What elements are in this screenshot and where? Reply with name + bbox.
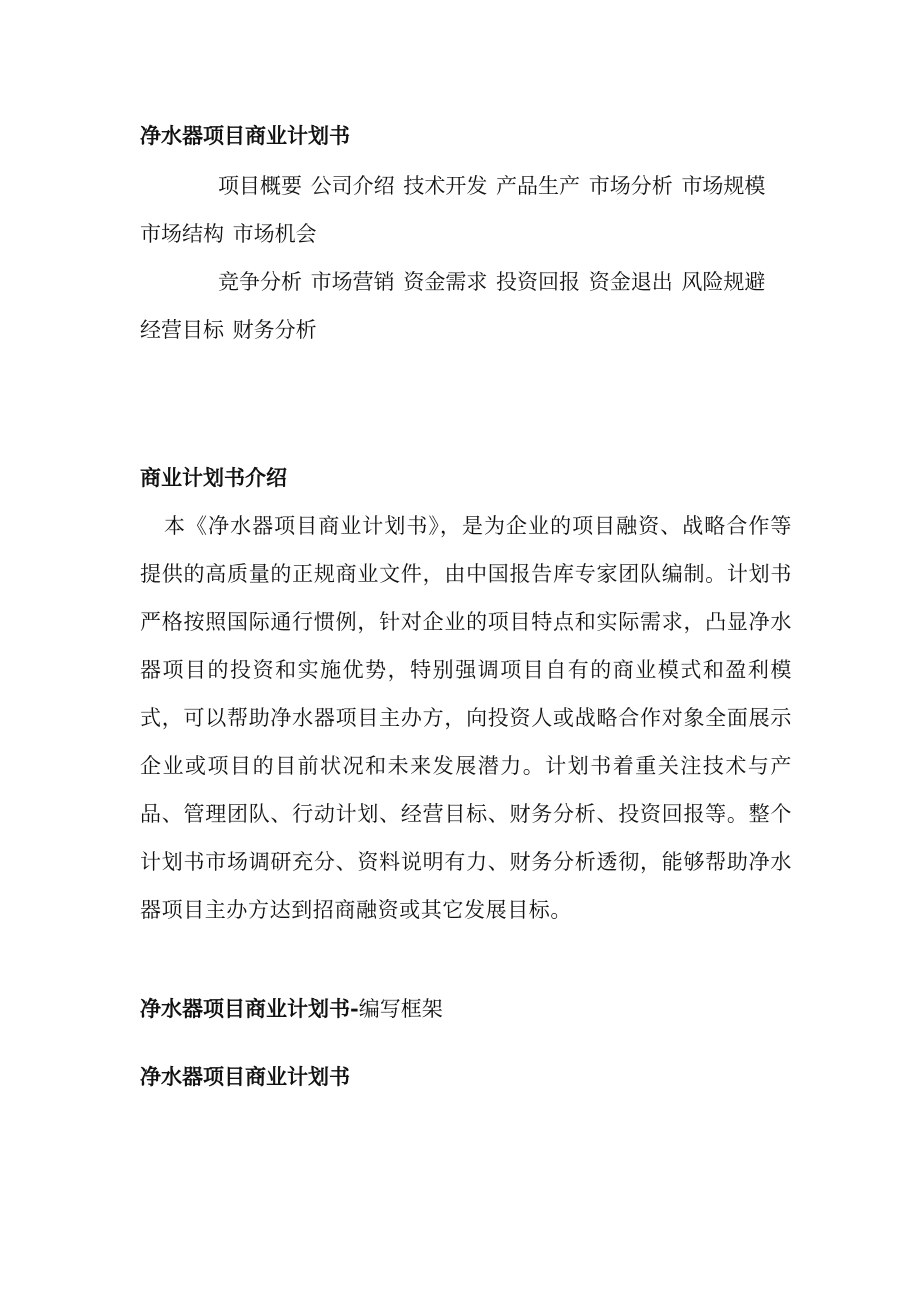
framework-heading xyxy=(140,993,443,1023)
intro-paragraph: 本《净水器项目商业计划书》，是为企业的项目融资、战略合作等提供的高质量的正规商业文件，由中国报告库专家团队编制。计划书严格按照国际通行惯例，针对企业的项目特点和实际需求，凸显净水器项目的投资和实施优势，特别强调项目自有的商业模式和盈利模式，可以帮助净水器项目主办方，向投资人或战略合作对象全面展示企业或项目的目前状况和未来发展潜力。计划书着重关注技术与产品、管理团队、行动计划、经营目标、财务分析、投资回报等。整个计划书市场调研充分、资料说明有力、财务分析透彻，能够帮助净水器项目主办方达到招商融资或其它发展目标。 xyxy=(140,514,792,922)
second-document-title: 净水器项目商业计划书 xyxy=(140,1064,350,1089)
framework-heading-main: 净水器项目商业计划书- xyxy=(140,996,359,1021)
document-title: 净水器项目商业计划书 xyxy=(140,123,350,148)
intro-heading: 商业计划书介绍 xyxy=(140,465,287,490)
framework-heading-suffix: 编写框架 xyxy=(358,997,443,1021)
toc-paragraph-1: 项目概要 公司介绍 技术开发 产品生产 市场分析 市场规模 市场结构 市场机会 xyxy=(140,174,766,246)
toc-paragraph-2: 竞争分析 市场营销 资金需求 投资回报 资金退出 风险规避 经营目标 财务分析 xyxy=(140,270,766,342)
